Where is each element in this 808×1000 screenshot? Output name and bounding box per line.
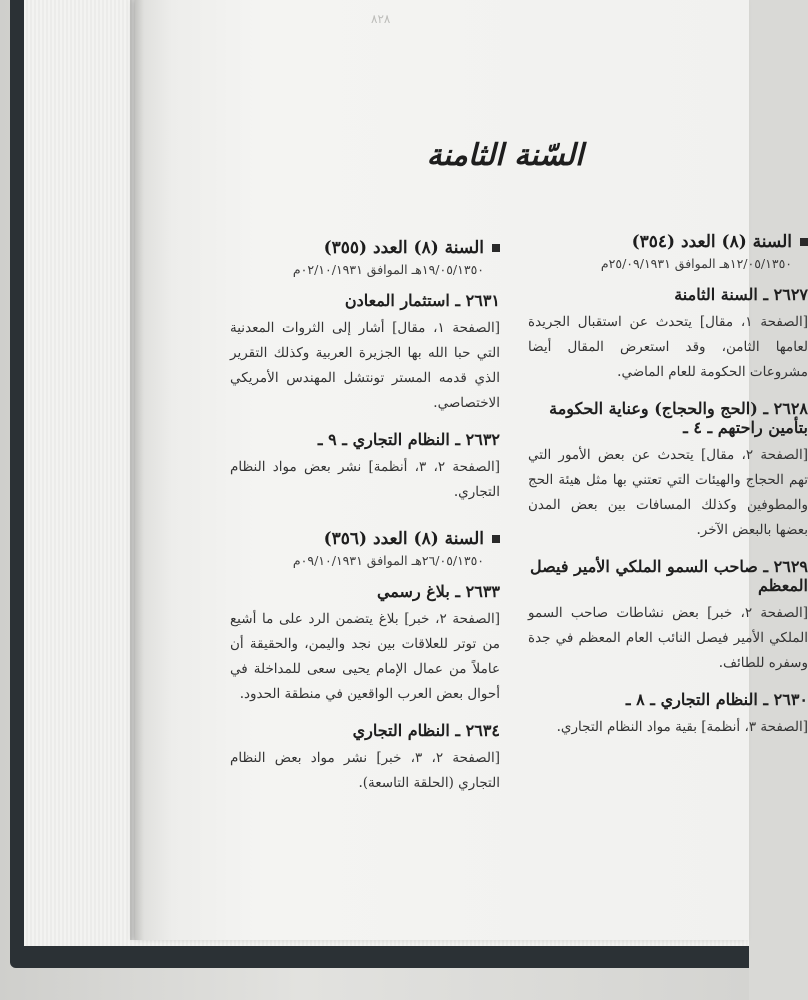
entry-title: ٢٦٢٩ ـ صاحب السمو الملكي الأمير فيصل المعظم [530,557,808,595]
entry [230,582,500,707]
entry [230,721,500,796]
left-column [230,238,500,796]
entry-title: ٢٦٣٤ ـ النظام التجاري [352,721,500,740]
entry-title: ٢٦٣٠ ـ النظام التجاري ـ ٨ ـ [625,690,808,709]
entry [528,399,808,543]
entry [528,690,808,740]
entry-title: ٢٦٢٨ ـ (الحج والحجاج) وعناية الحكومة بتأمين راحتهم ـ ٤ ـ [549,399,808,437]
entry-body: [الصفحة ٣، أنظمة] بقية مواد النظام التجاري. [556,719,808,735]
entry-body: [الصفحة ١، مقال] يتحدث عن استقبال الجريدة لعامها الثامن، وقد استعرض المقال أيضا مشروعات الحكومة للعام الماضي. [528,314,808,380]
issue-block [230,529,500,568]
issue-block [230,238,500,277]
entry [230,291,500,416]
bullet-icon [492,244,500,252]
issue-label: السنة (٨) العدد (٣٥٦) [323,529,484,549]
entry-body: [الصفحة ٢، خبر] بعض نشاطات صاحب السمو الملكي الأمير فيصل النائب العام المعظم في جدة وسفره للطائف. [528,605,808,671]
issue-label: السنة (٨) العدد (٣٥٤) [631,232,792,252]
entry-body: [الصفحة ٢، خبر] بلاغ يتضمن الرد على ما أشيع من توتر للعلاقات بين نجد واليمن، والحقيقة أن عاملاً من عمال الإمام يحيى سعى للمداخلة في أحوال بعض العرب الواقعين في منطقة الحدود. [230,611,500,702]
section-heading: السّنة الثامنة [426,138,584,173]
entry-title: ٢٦٣١ ـ استثمار المعادن [344,291,500,310]
issue-date: ١٢/٠٥/١٣٥٠هـ الموافق ٢٥/٠٩/١٩٣١م [600,256,792,271]
page-fold-shadow [130,0,144,940]
entry-title: ٢٦٢٧ ـ السنة الثامنة [674,285,808,304]
entry-body: [الصفحة ٢، ٣، خبر] نشر مواد بعض النظام التجاري (الحلقة التاسعة). [230,750,500,791]
page-number: ٨٢٨ [371,12,391,26]
entry-body: [الصفحة ١، مقال] أشار إلى الثروات المعدنية التي حبا الله بها الجزيرة العربية وكذلك التقرير الذي قدمه المستر تونتشل المهندس الأمريكي الاختصاصي. [230,320,500,411]
entry [230,430,500,505]
issue-header [230,238,500,258]
right-column [528,232,808,740]
entry-body: [الصفحة ٢، مقال] يتحدث عن بعض الأمور التي تهم الحجاج والهيئات التي تعتني بها مثل هيئة الحج والمطوفين وكذلك المسافات بين بعض المدن بعضها بالبعض الآخر. [528,447,808,538]
entry-title: ٢٦٣٣ ـ بلاغ رسمي [376,582,500,601]
issue-label: السنة (٨) العدد (٣٥٥) [323,238,484,258]
issue-block [528,232,808,271]
issue-date: ٢٦/٠٥/١٣٥٠هـ الموافق ٠٩/١٠/١٩٣١م [292,553,484,568]
entry [528,557,808,676]
bullet-icon [492,535,500,543]
entry [528,285,808,385]
entry-title: ٢٦٣٢ ـ النظام التجاري ـ ٩ ـ [317,430,500,449]
issue-header [528,232,808,252]
entry-body: [الصفحة ٢، ٣، أنظمة] نشر بعض مواد النظام التجاري. [230,459,500,500]
bullet-icon [800,238,808,246]
issue-date: ١٩/٠٥/١٣٥٠هـ الموافق ٠٢/١٠/١٩٣١م [292,262,484,277]
issue-header [230,529,500,549]
